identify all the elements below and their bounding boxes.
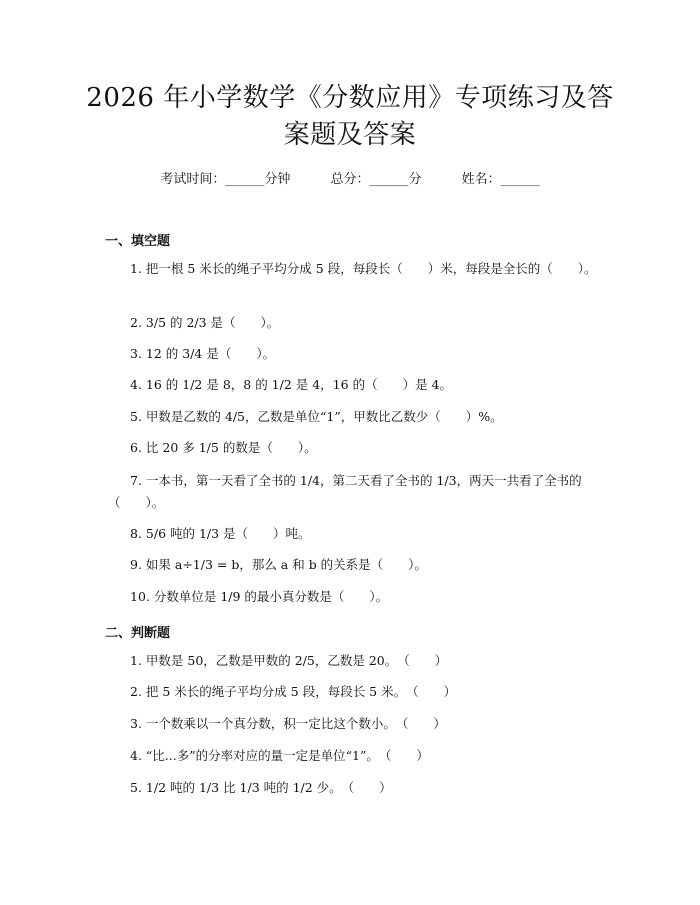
name-field: 姓名：______ [461, 172, 540, 187]
question-item: 4. “比...多”的分率对应的量一定是单位“1”。 （ ） [130, 748, 429, 763]
question-item: 1. 甲数是 50，乙数是甲数的 2/5，乙数是 20。 （ ） [130, 653, 448, 668]
title-line-2: 案题及答案 [283, 120, 417, 150]
question-item: 9. 如果 a÷1/3 = b，那么 a 和 b 的关系是（ ）。 [130, 557, 427, 572]
title-line-1: 2026 年小学数学《分数应用》专项练习及答 [86, 83, 614, 113]
question-item: 4. 16 的 1/2 是 8，8 的 1/2 是 4，16 的（ ）是 4。 [130, 377, 452, 392]
question-item: 3. 一个数乘以一个真分数，积一定比这个数小。 （ ） [130, 716, 446, 731]
exam-time-field: 考试时间：______分钟 [160, 172, 291, 187]
section-heading-true-false: 二、判断题 [105, 626, 171, 641]
question-item: 5. 甲数是乙数的 4/5，乙数是单位“1”，甲数比乙数少（ ）%。 [130, 409, 503, 424]
question-item: 8. 5/6 吨的 1/3 是（ ）吨。 [130, 526, 311, 541]
question-item: 10. 分数单位是 1/9 的最小真分数是（ ）。 [130, 589, 389, 604]
question-item: 3. 12 的 3/4 是（ ）。 [130, 346, 276, 361]
question-item: 1. 把一根 5 米长的绳子平均分成 5 段，每段长（ ）米，每段是全长的（ ）。 [130, 261, 597, 276]
question-item: 6. 比 20 多 1/5 的数是（ ）。 [130, 440, 317, 455]
section-heading-fill-in: 一、填空题 [105, 234, 171, 249]
exam-info-row [0, 168, 700, 187]
question-item: 2. 把 5 米长的绳子平均分成 5 段，每段长 5 米。 （ ） [130, 684, 457, 699]
question-item: 5. 1/2 吨的 1/3 比 1/3 吨的 1/2 少。 （ ） [130, 780, 392, 795]
page-title [60, 80, 640, 154]
total-score-field: 总分：______分 [330, 172, 422, 187]
question-item: 2. 3/5 的 2/3 是（ ）。 [130, 315, 280, 330]
question-item: 7. 一本书，第一天看了全书的 1/4，第二天看了全书的 1/3，两天一共看了全书的（ ）。 [108, 473, 582, 510]
